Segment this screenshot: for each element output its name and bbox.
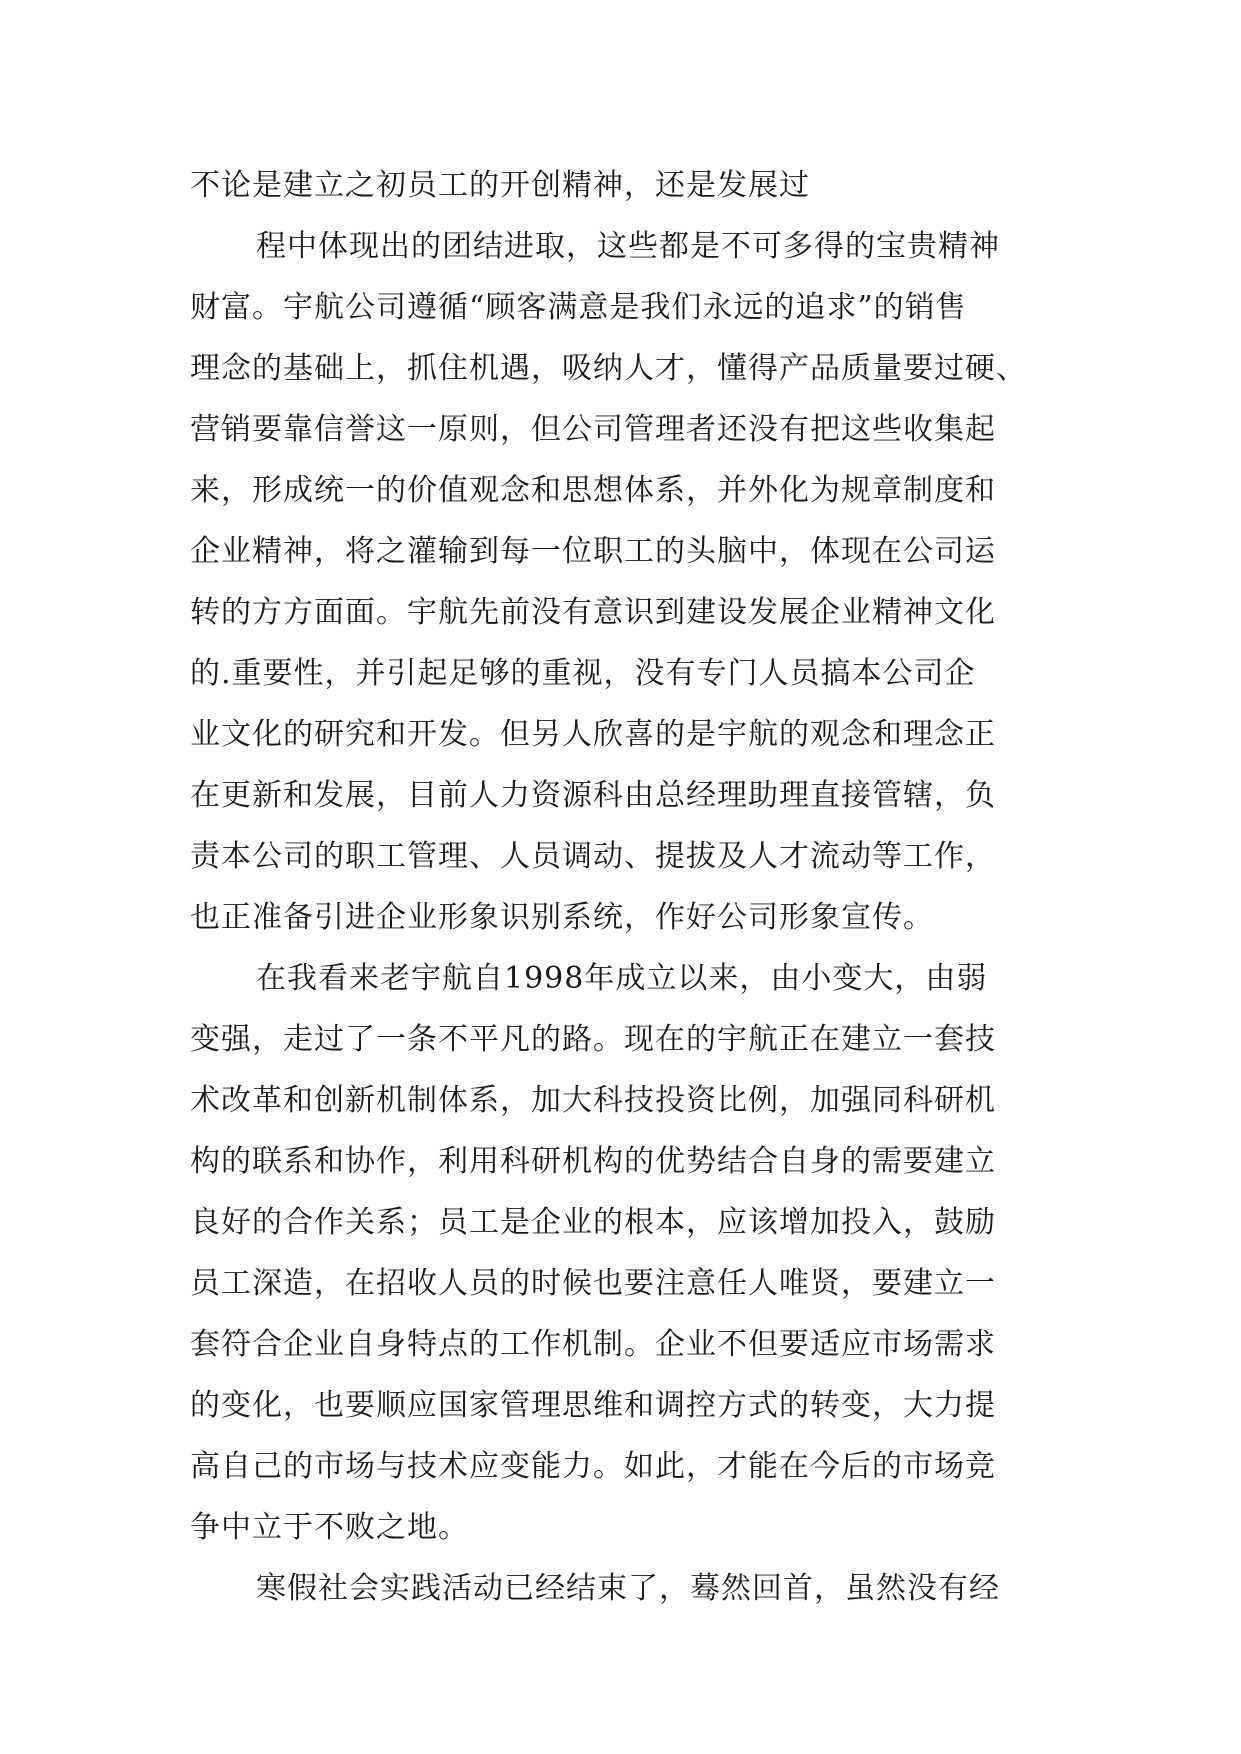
text-line: 程中体现出的团结进取，这些都是不可多得的宝贵精神 [256,229,1000,264]
text-line: 术改革和创新机制体系，加大科技投资比例，加强同科研机 [190,1083,996,1118]
text-line: 构的联系和协作，利用科研机构的优势结合自身的需要建立 [190,1144,996,1179]
text-line: 营销要靠信誉这一原则，但公司管理者还没有把这些收集起 [190,412,996,447]
text-line: 高自己的市场与技术应变能力。如此，才能在今后的市场竞 [190,1449,996,1484]
text-line: 转的方方面面。宇航先前没有意识到建设发展企业精神文化 [190,595,996,630]
text-line: 的.重要性，并引起足够的重视，没有专门人员搞本公司企 [190,656,976,691]
text-line: 不论是建立之初员工的开创精神，还是发展过 [190,168,810,203]
body-text [190,155,1050,1619]
text-line: 责本公司的职工管理、人员调动、提拔及人才流动等工作， [190,839,996,874]
text-line: 套符合企业自身特点的工作机制。企业不但要适应市场需求 [190,1327,996,1362]
text-line: 变强，走过了一条不平凡的路。现在的宇航正在建立一套技 [190,1022,996,1057]
text-line: 业文化的研究和开发。但另人欣喜的是宇航的观念和理念正 [190,717,996,752]
text-line: 也正准备引进企业形象识别系统，作好公司形象宣传。 [190,900,934,935]
text-line: 争中立于不败之地。 [190,1510,469,1545]
text-line: 财富。宇航公司遵循“顾客满意是我们永远的追求”的销售 [190,290,967,325]
text-line: 来，形成统一的价值观念和思想体系，并外化为规章制度和 [190,473,996,508]
text-line: 理念的基础上，抓住机遇，吸纳人才，懂得产品质量要过硬、 [190,351,1027,386]
text-line: 在我看来老宇航自1998年成立以来，由小变大，由弱 [256,961,988,996]
text-line: 在更新和发展，目前人力资源科由总经理助理直接管辖，负 [190,778,996,813]
text-line: 良好的合作关系；员工是企业的根本，应该增加投入，鼓励 [190,1205,996,1240]
text-line: 的变化，也要顺应国家管理思维和调控方式的转变，大力提 [190,1388,996,1423]
text-line: 企业精神，将之灌输到每一位职工的头脑中，体现在公司运 [190,534,996,569]
text-line: 员工深造，在招收人员的时候也要注意任人唯贤，要建立一 [190,1266,996,1301]
text-line: 寒假社会实践活动已经结束了，蓦然回首，虽然没有经 [256,1571,1000,1606]
